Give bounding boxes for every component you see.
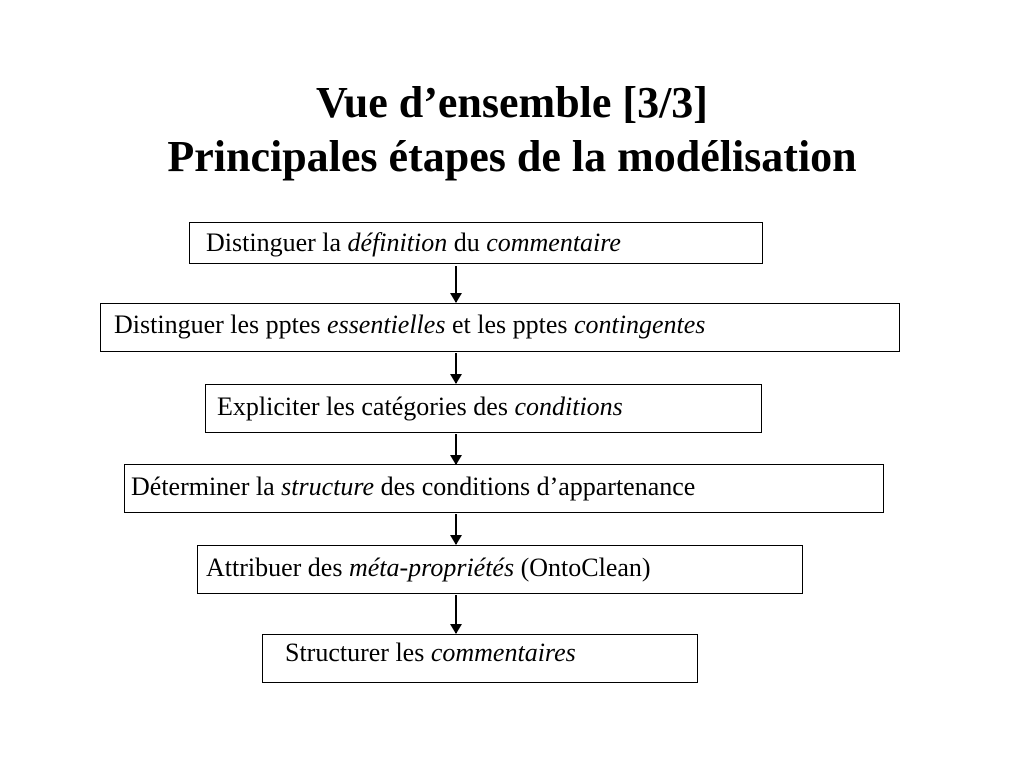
step-1-text: Distinguer la: [206, 228, 348, 257]
step-3-emphasis: conditions: [514, 392, 623, 421]
title-line-2: Principales étapes de la modélisation: [167, 132, 857, 181]
step-1-emphasis: commentaire: [486, 228, 621, 257]
step-6-text: Structurer les: [285, 638, 431, 667]
step-1-text: du: [447, 228, 487, 257]
step-4-text: des conditions d’appartenance: [374, 472, 696, 501]
step-5-text: Attribuer des: [206, 553, 349, 582]
step-3-text: Expliciter les catégories des: [217, 392, 515, 421]
slide-title: [0, 76, 1024, 184]
step-box-3: [205, 384, 762, 433]
step-1-emphasis: définition: [347, 228, 448, 257]
step-2-text: et les pptes: [445, 310, 574, 339]
step-2-emphasis: essentielles: [327, 310, 446, 339]
step-box-4: [124, 464, 884, 513]
flow-arrow-5: [455, 595, 457, 633]
step-2-text: Distinguer les pptes: [114, 310, 328, 339]
step-6-emphasis: commentaires: [430, 638, 576, 667]
step-box-2: [100, 303, 900, 352]
step-2-emphasis: contingentes: [573, 310, 706, 339]
flow-arrow-2: [455, 353, 457, 383]
step-5-text: (OntoClean): [514, 553, 651, 582]
step-4-emphasis: structure: [281, 472, 375, 501]
step-box-1: [189, 222, 763, 264]
step-box-6: [262, 634, 698, 683]
flow-arrow-1: [455, 266, 457, 302]
title-line-1: Vue d’ensemble [3/3]: [316, 78, 708, 127]
step-box-5: [197, 545, 803, 594]
step-4-text: Déterminer la: [131, 472, 282, 501]
flow-arrow-3: [455, 434, 457, 464]
flow-arrow-4: [455, 514, 457, 544]
step-5-emphasis: méta-propriétés: [348, 553, 515, 582]
